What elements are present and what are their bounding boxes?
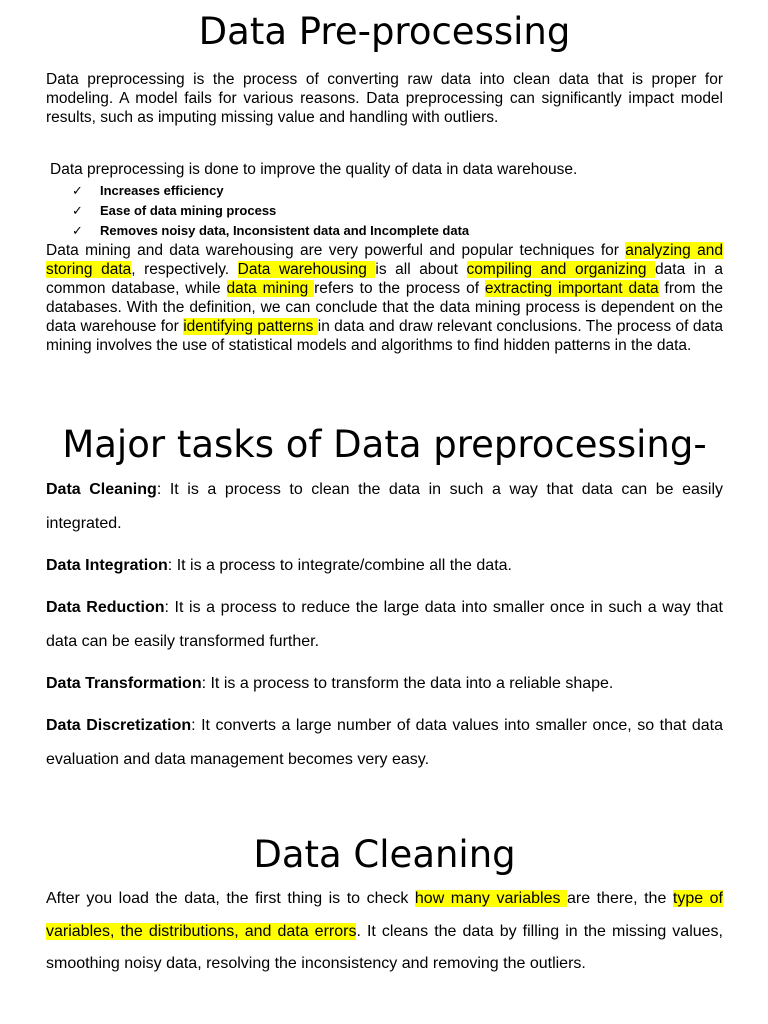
task-item: Data Transformation: It is a process to transform the data into a reliable shape. — [46, 675, 614, 692]
task-item: Data Cleaning: It is a process to clean the data in such a way that data can be easily integrated. — [46, 481, 724, 532]
cleaning-paragraph: After you load the data, the first thing is to check how many variables are there, the type of variables, the distributions, and data errors. It cleans the data by filling in the missing values, smoothing noisy data, resolving the inconsistency and removing the outliers. — [46, 890, 724, 972]
intro-paragraph: Data preprocessing is the process of converting raw data into clean data that is proper for modeling. A model fails for various reasons. Data preprocessing can significantly impact model results, such as imputing missing value and handling with outliers. — [46, 71, 723, 126]
quality-paragraph: Data preprocessing is done to improve the quality of data in data warehouse. — [50, 161, 578, 178]
task-item: Data Discretization: It converts a large number of data values into smaller once, so that data evaluation and data management becomes very easy. — [46, 717, 723, 768]
highlight: extracting important data — [484, 280, 659, 297]
cleaning-heading: Data Cleaning — [253, 833, 516, 876]
benefits-checklist — [46, 181, 723, 241]
list-item: ✓ Removes noisy data, Inconsistent data and Incomplete data — [72, 221, 723, 241]
task-term: Data Reduction — [46, 599, 165, 616]
task-term: Data Integration — [46, 557, 168, 574]
highlight: type of variables, the distributions, and data errors — [46, 890, 724, 940]
highlight: analyzing and storing data — [46, 242, 723, 278]
mining-paragraph: Data mining and data warehousing are very powerful and popular techniques for analyzing and storing data, respectively. Data warehousing is all about compiling and organizing data in a common database, while data mining refers to the process of extracting important data from the databases. With the definition, we can conclude that the data mining process is dependent on the data warehouse for identifying patterns in data and draw relevant conclusions. The process of data mining involves the use of statistical models and algorithms to find hidden patterns in the data. — [46, 242, 723, 354]
task-term: Data Discretization — [46, 717, 192, 734]
highlight: compiling and organizing — [466, 261, 656, 278]
highlight: Data warehousing — [237, 261, 376, 278]
task-item: Data Integration: It is a process to integrate/combine all the data. — [46, 557, 512, 574]
document-page — [46, 0, 723, 981]
highlight: data mining — [226, 280, 315, 297]
task-item: Data Reduction: It is a process to reduce the large data into smaller once in such a way that data can be easily transformed further. — [46, 599, 724, 650]
list-item: ✓ Ease of data mining process — [72, 201, 723, 221]
highlight: how many variables — [414, 890, 568, 907]
highlight: identifying patterns — [183, 318, 318, 335]
tasks-list — [46, 473, 723, 777]
list-item: ✓ Increases efficiency — [72, 181, 723, 201]
tasks-heading: Major tasks of Data preprocessing- — [62, 423, 707, 466]
task-term: Data Transformation — [46, 675, 202, 692]
checkmark-icon: ✓ — [72, 203, 83, 218]
page-title: Data Pre-processing — [198, 10, 571, 53]
checkmark-icon: ✓ — [72, 223, 83, 238]
checkmark-icon: ✓ — [72, 183, 83, 198]
task-term: Data Cleaning — [46, 481, 157, 498]
